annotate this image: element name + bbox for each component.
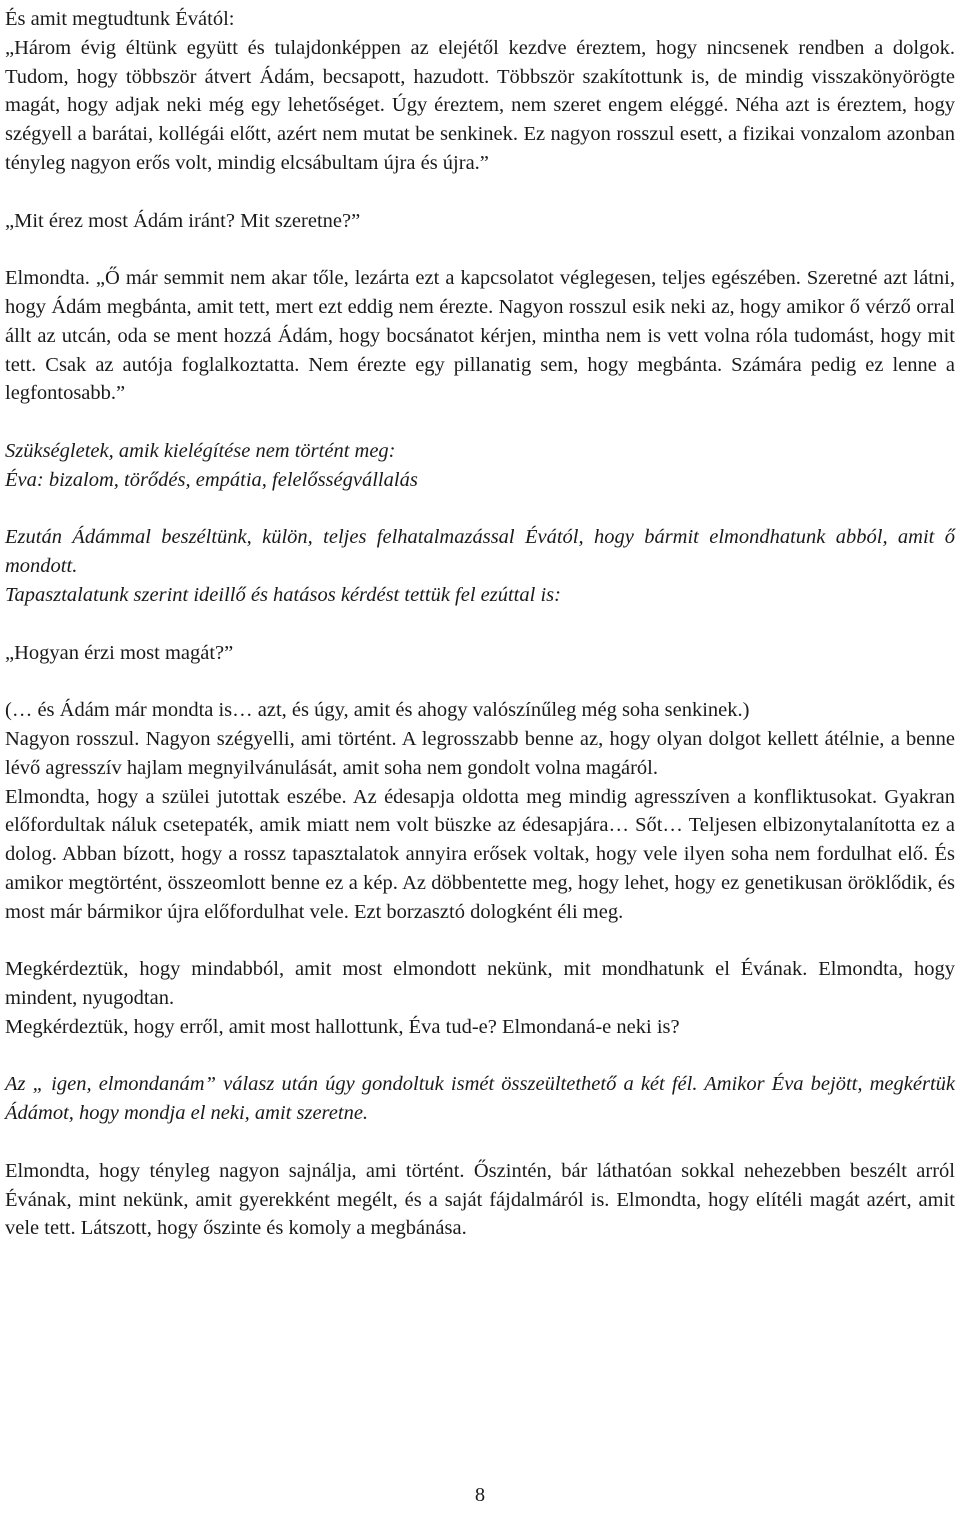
paragraph-needs-list: Éva: bizalom, törődés, empátia, felelősségvállalás	[5, 468, 418, 491]
blank-line	[5, 235, 955, 264]
paragraph-ask-share: Megkérdeztük, hogy mindabból, amit most elmondott nekünk, mit mondhatunk el Évának. Elmondta, hogy mindent, nyugodtan.	[5, 958, 955, 1010]
paragraph-ask-eva-knows: Megkérdeztük, hogy erről, amit most hallottunk, Éva tud-e? Elmondaná-e neki is?	[5, 1015, 680, 1038]
paragraph-adam-intro: Ezután Ádámmal beszéltünk, külön, teljes felhatalmazással Évától, hogy bármit elmondhatunk abból, amit ő mondott.	[5, 526, 955, 578]
blank-line	[5, 667, 955, 696]
paragraph-reunite: Az „ igen, elmondanám” válasz után úgy gondoltuk ismét összeültethető a két fél. Amikor Éva bejött, megkértük Ádámot, hogy mondja el neki, amit szeretne.	[5, 1073, 955, 1125]
document-page	[5, 5, 955, 1243]
paragraph-adam-aside: (… és Ádám már mondta is… azt, és úgy, amit és ahogy valószínűleg még soha senkinek.)	[5, 699, 750, 722]
blank-line	[5, 1042, 955, 1071]
paragraph-needs-heading: Szükségletek, amik kielégítése nem történt meg:	[5, 439, 396, 462]
blank-line	[5, 610, 955, 639]
paragraph-question-intro: Tapasztalatunk szerint ideillő és hatásos kérdést tettük fel ezúttal is:	[5, 583, 561, 606]
paragraph-eva-quote: „Három évig éltünk együtt és tulajdonképpen az elejétől kezdve éreztem, hogy nincsenek rendben a dolgok. Tudom, hogy többször átvert Ádám, becsapott, hazudott. Többször szakítottunk is, de mindig visszakönyörögte magát, hogy adjak neki még egy lehetőséget. Úgy éreztem, nem szeret engem eléggé. Néha azt is éreztem, hogy szégyell a barátai, kollégái előtt, azért nem mutat be senkinek. Ez nagyon rosszul esett, a fizikai vonzalom azonban tényleg nagyon erős volt, mindig elcsábultam újra és újra.”	[5, 36, 955, 174]
paragraph-adam-shame: Nagyon rosszul. Nagyon szégyelli, ami történt. A legrosszabb benne az, hogy olyan dolgot kellett átélnie, a benne lévő agresszív hajlam megnyilvánulását, amit soha nem gondolt volna magáról.	[5, 727, 955, 779]
paragraph-question-feelings: „Mit érez most Ádám iránt? Mit szeretne?”	[5, 209, 361, 232]
paragraph-question-how-feels: „Hogyan érzi most magát?”	[5, 641, 234, 664]
blank-line	[5, 178, 955, 207]
blank-line	[5, 495, 955, 524]
blank-line	[5, 927, 955, 956]
paragraph-intro-heading: És amit megtudtunk Évától:	[5, 8, 235, 30]
blank-line	[5, 408, 955, 437]
paragraph-adam-apology: Elmondta, hogy tényleg nagyon sajnálja, ami történt. Őszintén, bár láthatóan sokkal nehezebben beszélt arról Évának, mint nekünk, amit gyerekként megélt, és a saját fájdalmáról is. Elmondta, hogy elítéli magát azért, amit vele tett. Látszott, hogy őszinte és komoly a megbánása.	[5, 1159, 955, 1240]
paragraph-adam-parents: Elmondta, hogy a szülei jutottak eszébe. Az édesapja oldotta meg mindig agresszíven a konfliktusokat. Gyakran előfordultak náluk csetepaték, amik miatt nem volt büszke az édesapjára… Sőt… Teljesen elbizonytalanította ez a dolog. Abban bízott, hogy a rossz tapasztalatok annyira erősek voltak, hogy vele ilyen soha nem fordulhat elő. És amikor megtörtént, összeomlott benne ez a kép. Az döbbentette meg, hogy lehet, hogy ez genetikusan öröklődik, és most már bármikor újra előfordulhat vele. Ezt borzasztó dologként éli meg.	[5, 785, 955, 923]
page-number: 8	[474, 1484, 486, 1506]
paragraph-eva-answer: Elmondta. „Ő már semmit nem akar tőle, lezárta ezt a kapcsolatot véglegesen, teljes egészében. Szeretné azt látni, hogy Ádám megbánta, amit tett, mert ezt eddig nem érezte. Nagyon rosszul esik neki az, hogy amikor ő vérző orral állt az utcán, oda se ment hozzá Ádám, hogy bocsánatot kérjen, mintha nem is vett volna róla tudomást, hogy mit tett. Csak az autója foglalkoztatta. Nem érezte egy pillanatig sem, hogy megbánta. Számára pedig ez lenne a legfontosabb.”	[5, 267, 955, 405]
blank-line	[5, 1128, 955, 1157]
